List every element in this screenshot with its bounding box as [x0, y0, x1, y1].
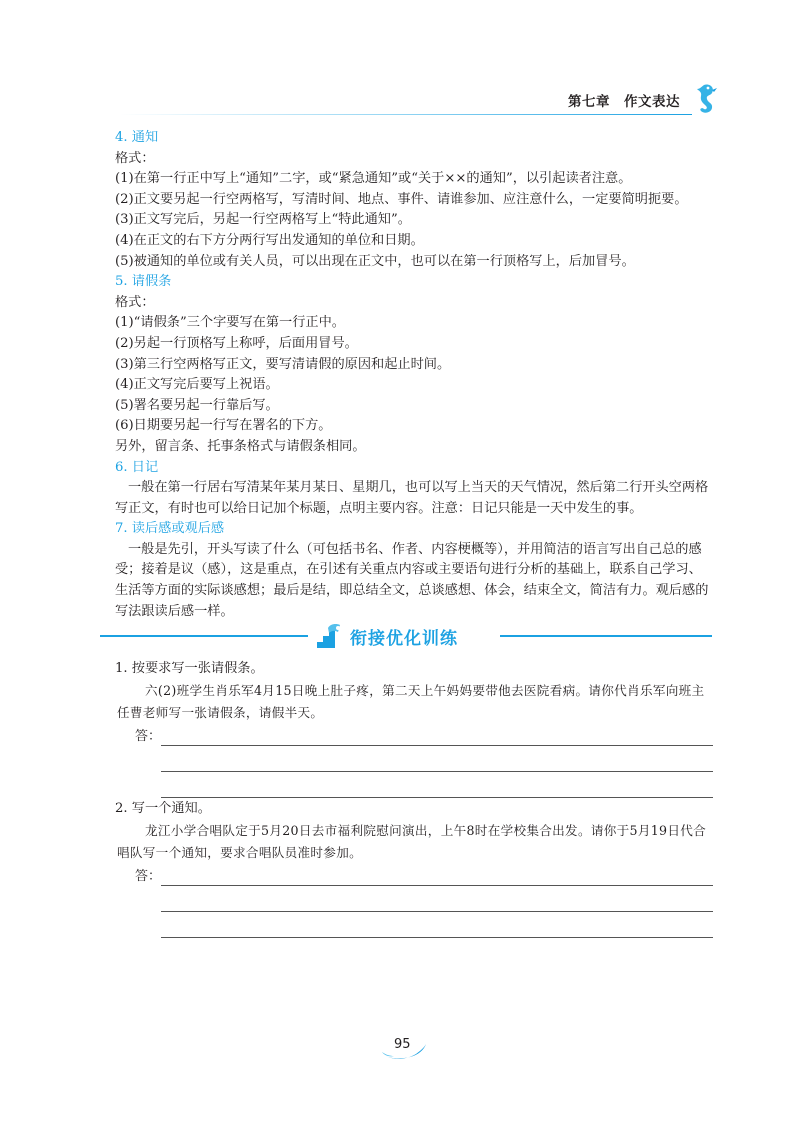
exercise-2 [115, 798, 713, 943]
leave-note-line: (6)日期要另起一行写在署名的下方。 [115, 418, 332, 434]
answer-row [135, 918, 713, 938]
answer-line[interactable] [161, 911, 713, 912]
notice-line: (5)被通知的单位或有关人员，可以出现在正文中，也可以在第一行顶格写上，后加冒号。 [115, 253, 635, 269]
leave-note-line: (2)另起一行顶格写上称呼，后面用冒号。 [115, 335, 358, 351]
divider-line-left [100, 635, 308, 637]
notice-line: (3)正文写完后，另起一行空两格写上“特此通知”。 [115, 212, 411, 228]
page-number-badge [380, 1036, 430, 1060]
answer-row [135, 866, 713, 886]
answer-row [135, 752, 713, 772]
answer-line[interactable] [161, 937, 713, 938]
page-header [0, 86, 800, 120]
leave-note-line: (5)署名要另起一行靠后写。 [115, 397, 279, 413]
exercise-prompt: 六(2)班学生肖乐军4月15日晚上肚子疼，第二天上午妈妈要带他去医院看病。请你代肖乐军向班主任曹老师写一张请假条，请假半天。 [117, 683, 705, 720]
exercise-title: 1. 按要求写一张请假条。 [115, 661, 264, 676]
answer-row [135, 778, 713, 798]
training-divider [100, 622, 712, 652]
leave-note-line: (4)正文写完后要写上祝语。 [115, 377, 279, 393]
notice-line: (4)在正文的右下方分两行写出发通知的单位和日期。 [115, 232, 424, 248]
stair-book-icon [314, 622, 344, 652]
answer-label: 答： [135, 729, 162, 744]
section-heading-diary: 6. 日记 [115, 459, 159, 475]
answer-label: 答： [135, 869, 162, 884]
header-rule [120, 114, 692, 115]
divider-line-right [500, 635, 712, 637]
section-heading-leave-note: 5. 请假条 [115, 274, 172, 290]
answer-row [135, 892, 713, 912]
answer-line[interactable] [161, 745, 713, 746]
page-number: 95 [394, 1037, 411, 1052]
chapter-title: 作文表达 [624, 94, 680, 110]
section-heading-notice: 4. 通知 [115, 130, 159, 145]
exercise-title: 2. 写一个通知。 [115, 801, 211, 816]
section-heading-reflection: 7. 读后感或观后感 [115, 521, 225, 537]
notice-line: 格式： [115, 150, 155, 166]
answer-row [135, 726, 713, 746]
exercise-prompt: 龙江小学合唱队定于5月20日去市福利院慰问演出，上午8时在学校集合出发。请你于5月19日代合唱队写一个通知，要求合唱队员准时参加。 [117, 823, 707, 860]
notice-line: (1)在第一行正中写上“通知”二字，或“紧急通知”或“关于××的通知”，以引起读者注意。 [115, 171, 632, 187]
notice-line: (2)正文要另起一行空两格写，写清时间、地点、事件、请谁参加、应注意什么，一定要简明扼要。 [115, 191, 688, 207]
knowledge-content [115, 128, 710, 622]
exercise-1 [115, 658, 713, 798]
chapter-number: 第七章 [568, 94, 610, 110]
chapter-label [568, 90, 694, 110]
leave-note-line: (1)“请假条”三个字要写在第一行正中。 [115, 315, 345, 331]
leave-note-line: (3)第三行空两格写正文，要写清请假的原因和起止时间。 [115, 356, 451, 372]
reflection-paragraph: 一般是先引，开头写读了什么（可包括书名、作者、内容梗概等），并用简洁的语言写出自己总的感受；接着是议（感），这是重点，在引述有关重点内容或主要语句进行分析的基础上，联系自己学习、生活等方面的实际谈感想；最后是结，即总结全文，总谈感想、体会，结束全文，简洁有力。观后感的写法跟读后感一样。 [115, 541, 709, 619]
seahorse-icon [690, 82, 718, 116]
answer-line[interactable] [161, 885, 713, 886]
answer-line[interactable] [161, 771, 713, 772]
divider-title: 衔接优化训练 [350, 629, 458, 649]
diary-paragraph: 一般在第一行居右写清某年某月某日、星期几，也可以写上当天的天气情况，然后第二行开头空两格写正文，有时也可以给日记加个标题，点明主要内容。注意：日记只能是一天中发生的事。 [115, 480, 709, 516]
leave-note-line: 另外，留言条、托事条格式与请假条相同。 [115, 438, 366, 454]
leave-note-line: 格式： [115, 294, 155, 310]
